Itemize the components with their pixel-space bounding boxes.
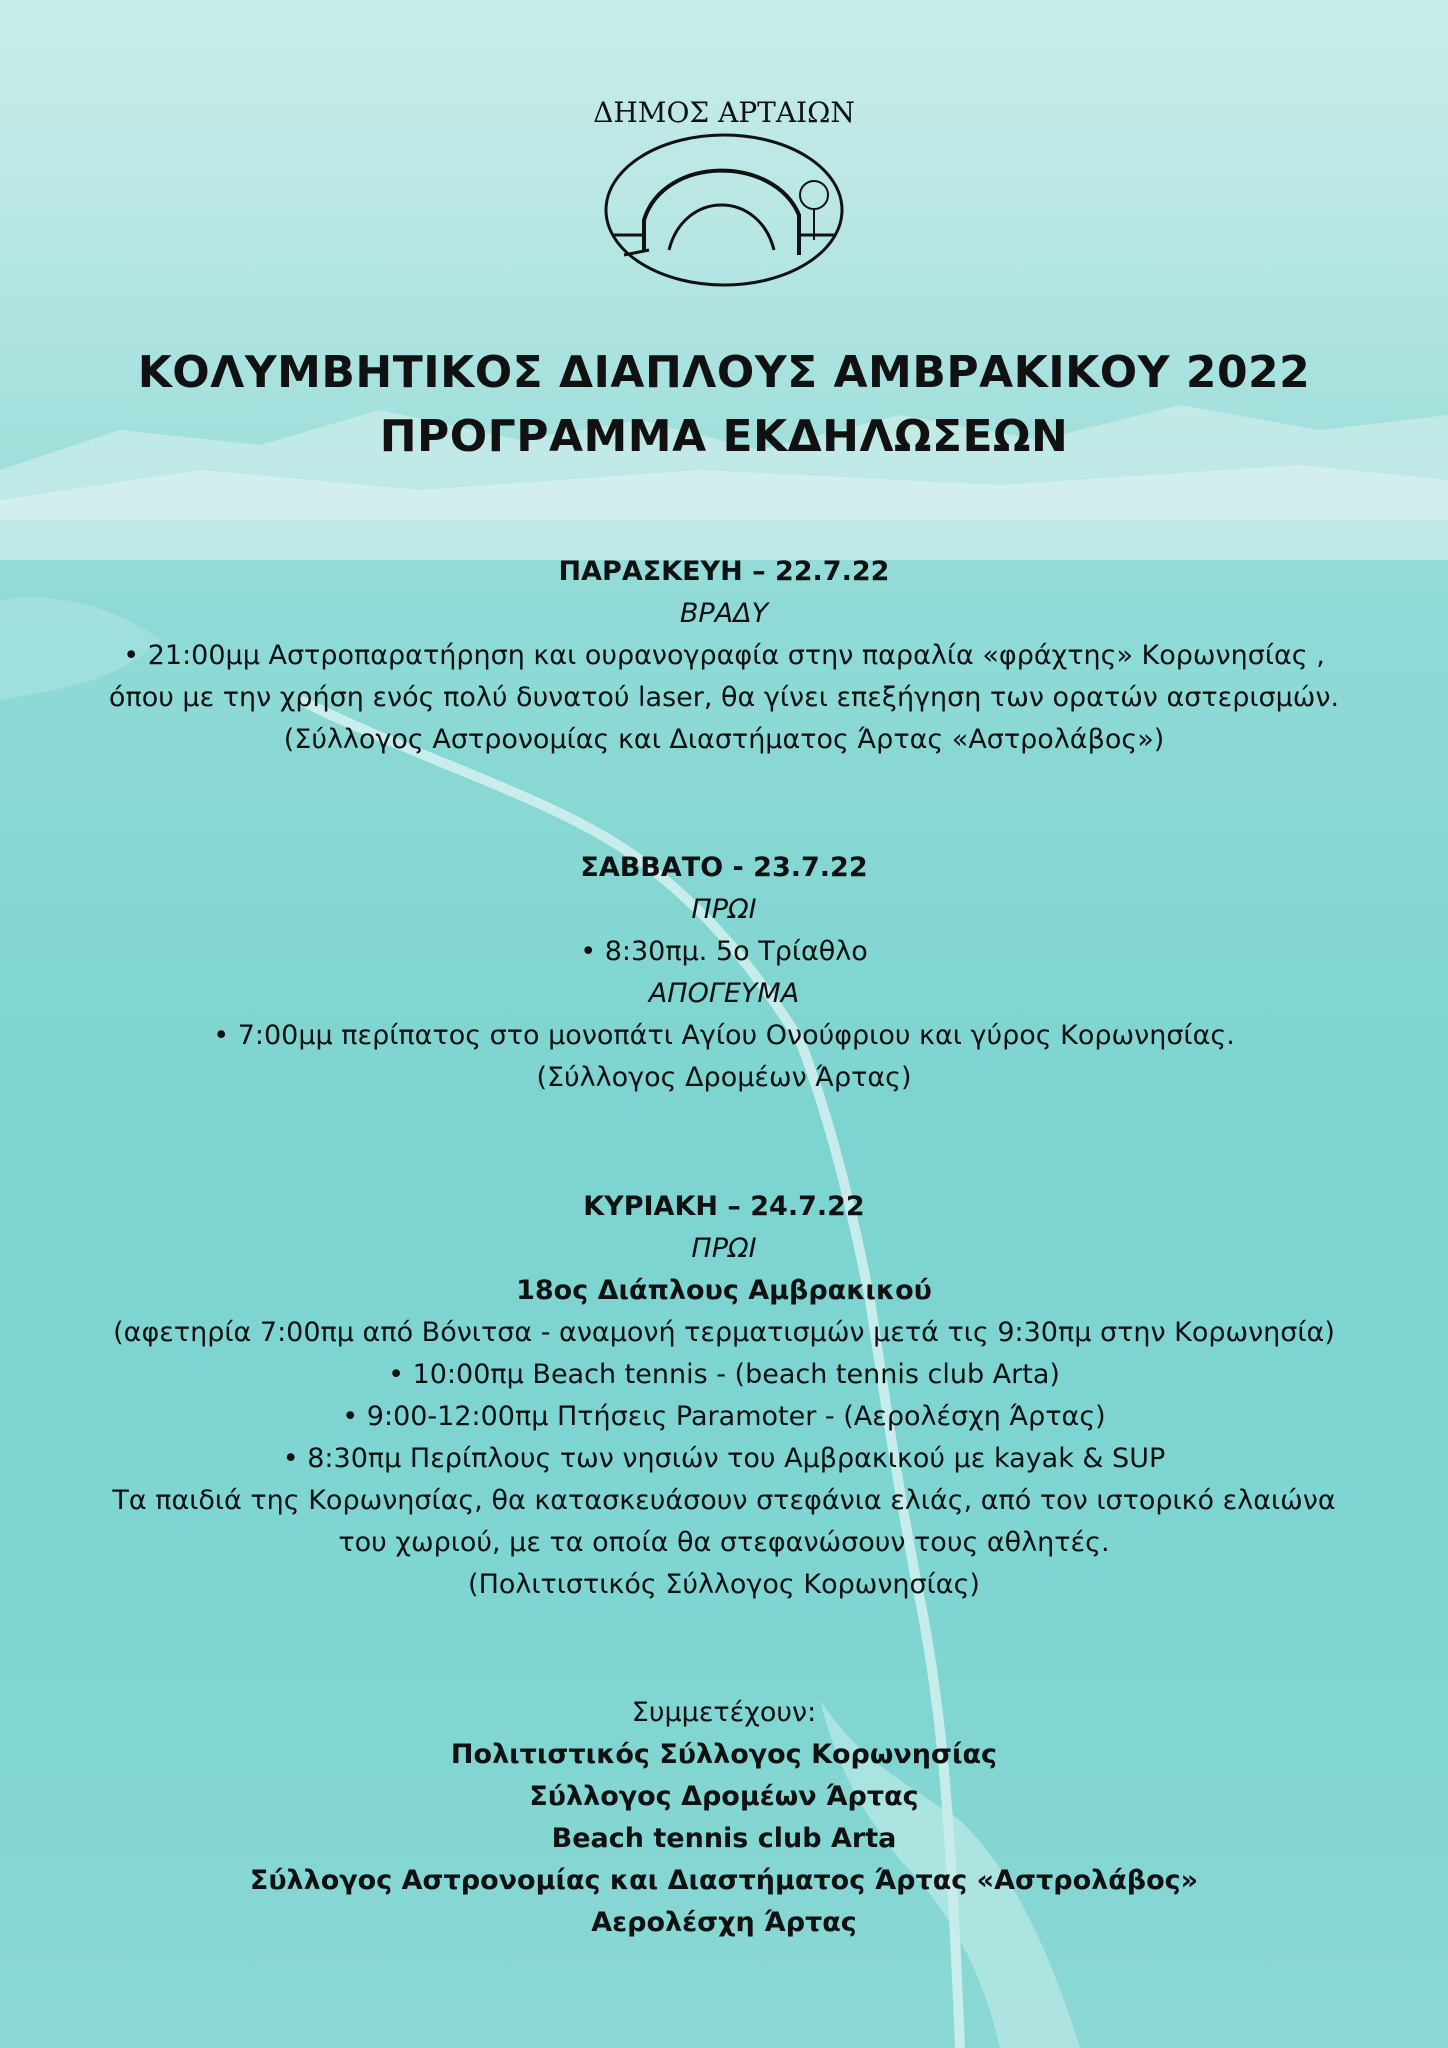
- sunday-note-1: Τα παιδιά της Κορωνησίας, θα κατασκευάσουν στεφάνια ελιάς, από τον ιστορικό ελαιώνα: [112, 1485, 1336, 1516]
- saturday-heading: ΣΑΒΒΑΤΟ - 23.7.22: [580, 852, 868, 883]
- friday-period: ΒΡΑΔΥ: [679, 598, 769, 629]
- sunday-period: ΠΡΩΙ: [691, 1233, 757, 1264]
- sunday-note-2: του χωριού, με τα οποία θα στεφανώσουν τους αθλητές.: [338, 1527, 1110, 1558]
- sunday-item-1: • 10:00πμ Beach tennis - (beach tennis club Arta): [388, 1359, 1060, 1390]
- saturday-item-1: • 8:30πμ. 5ο Τρίαθλο: [580, 936, 868, 967]
- friday-line-2: όπου με την χρήση ενός πολύ δυνατού laser, θα γίνει επεξήγηση των ορατών αστερισμών.: [108, 682, 1340, 713]
- participant-item: Beach tennis club Arta: [551, 1823, 897, 1854]
- participant-item: Σύλλογος Δρομέων Άρτας: [529, 1781, 919, 1812]
- page-title: ΚΟΛΥΜΒΗΤΙΚΟΣ ΔΙΑΠΛΟΥΣ ΑΜΒΡΑΚΙΚΟΥ 2022: [137, 347, 1311, 398]
- municipality-logo: [574, 60, 874, 300]
- participants-label: Συμμετέχουν:: [631, 1697, 817, 1728]
- participant-item: Σύλλογος Αστρονομίας και Διαστήματος Άρτας «Αστρολάβος»: [249, 1865, 1199, 1896]
- saturday-period-1: ΠΡΩΙ: [691, 894, 757, 925]
- sunday-heading: ΚΥΡΙΑΚΗ – 24.7.22: [583, 1191, 865, 1222]
- saturday-org: (Σύλλογος Δρομέων Άρτας): [536, 1062, 912, 1093]
- participant-item: Πολιτιστικός Σύλλογος Κορωνησίας: [450, 1739, 998, 1770]
- sunday-item-2: • 9:00-12:00πμ Πτήσεις Paramoter - (Αερολέσχη Άρτας): [342, 1401, 1106, 1432]
- page-subtitle: ΠΡΟΓΡΑΜΜΑ ΕΚΔΗΛΩΣΕΩΝ: [379, 411, 1069, 462]
- sunday-event: 18ος Διάπλους Αμβρακικού: [516, 1275, 932, 1306]
- logo-text: ΔΗΜΟΣ ΑΡΤΑΙΩΝ: [593, 96, 855, 129]
- sunday-start-info: (αφετηρία 7:00πμ από Βόνιτσα - αναμονή τερματισμών μετά τις 9:30πμ στην Κορωνησία): [113, 1317, 1335, 1348]
- participant-item: Αερολέσχη Άρτας: [591, 1907, 857, 1938]
- saturday-period-2: ΑΠΟΓΕΥΜΑ: [648, 978, 800, 1009]
- friday-line-1: • 21:00μμ Αστροπαρατήρηση και ουρανογραφία στην παραλία «φράχτης» Κορωνησίας ,: [123, 640, 1325, 671]
- sunday-item-3: • 8:30πμ Περίπλους των νησιών του Αμβρακικού με kayak & SUP: [282, 1443, 1166, 1474]
- friday-heading: ΠΑΡΑΣΚΕΥΗ – 22.7.22: [558, 556, 890, 587]
- sunday-org: (Πολιτιστικός Σύλλογος Κορωνησίας): [468, 1569, 980, 1600]
- friday-org: (Σύλλογος Αστρονομίας και Διαστήματος Άρτας «Αστρολάβος»): [283, 724, 1165, 755]
- saturday-item-2: • 7:00μμ περίπατος στο μονοπάτι Αγίου Ονούφριου και γύρος Κορωνησίας.: [213, 1020, 1235, 1051]
